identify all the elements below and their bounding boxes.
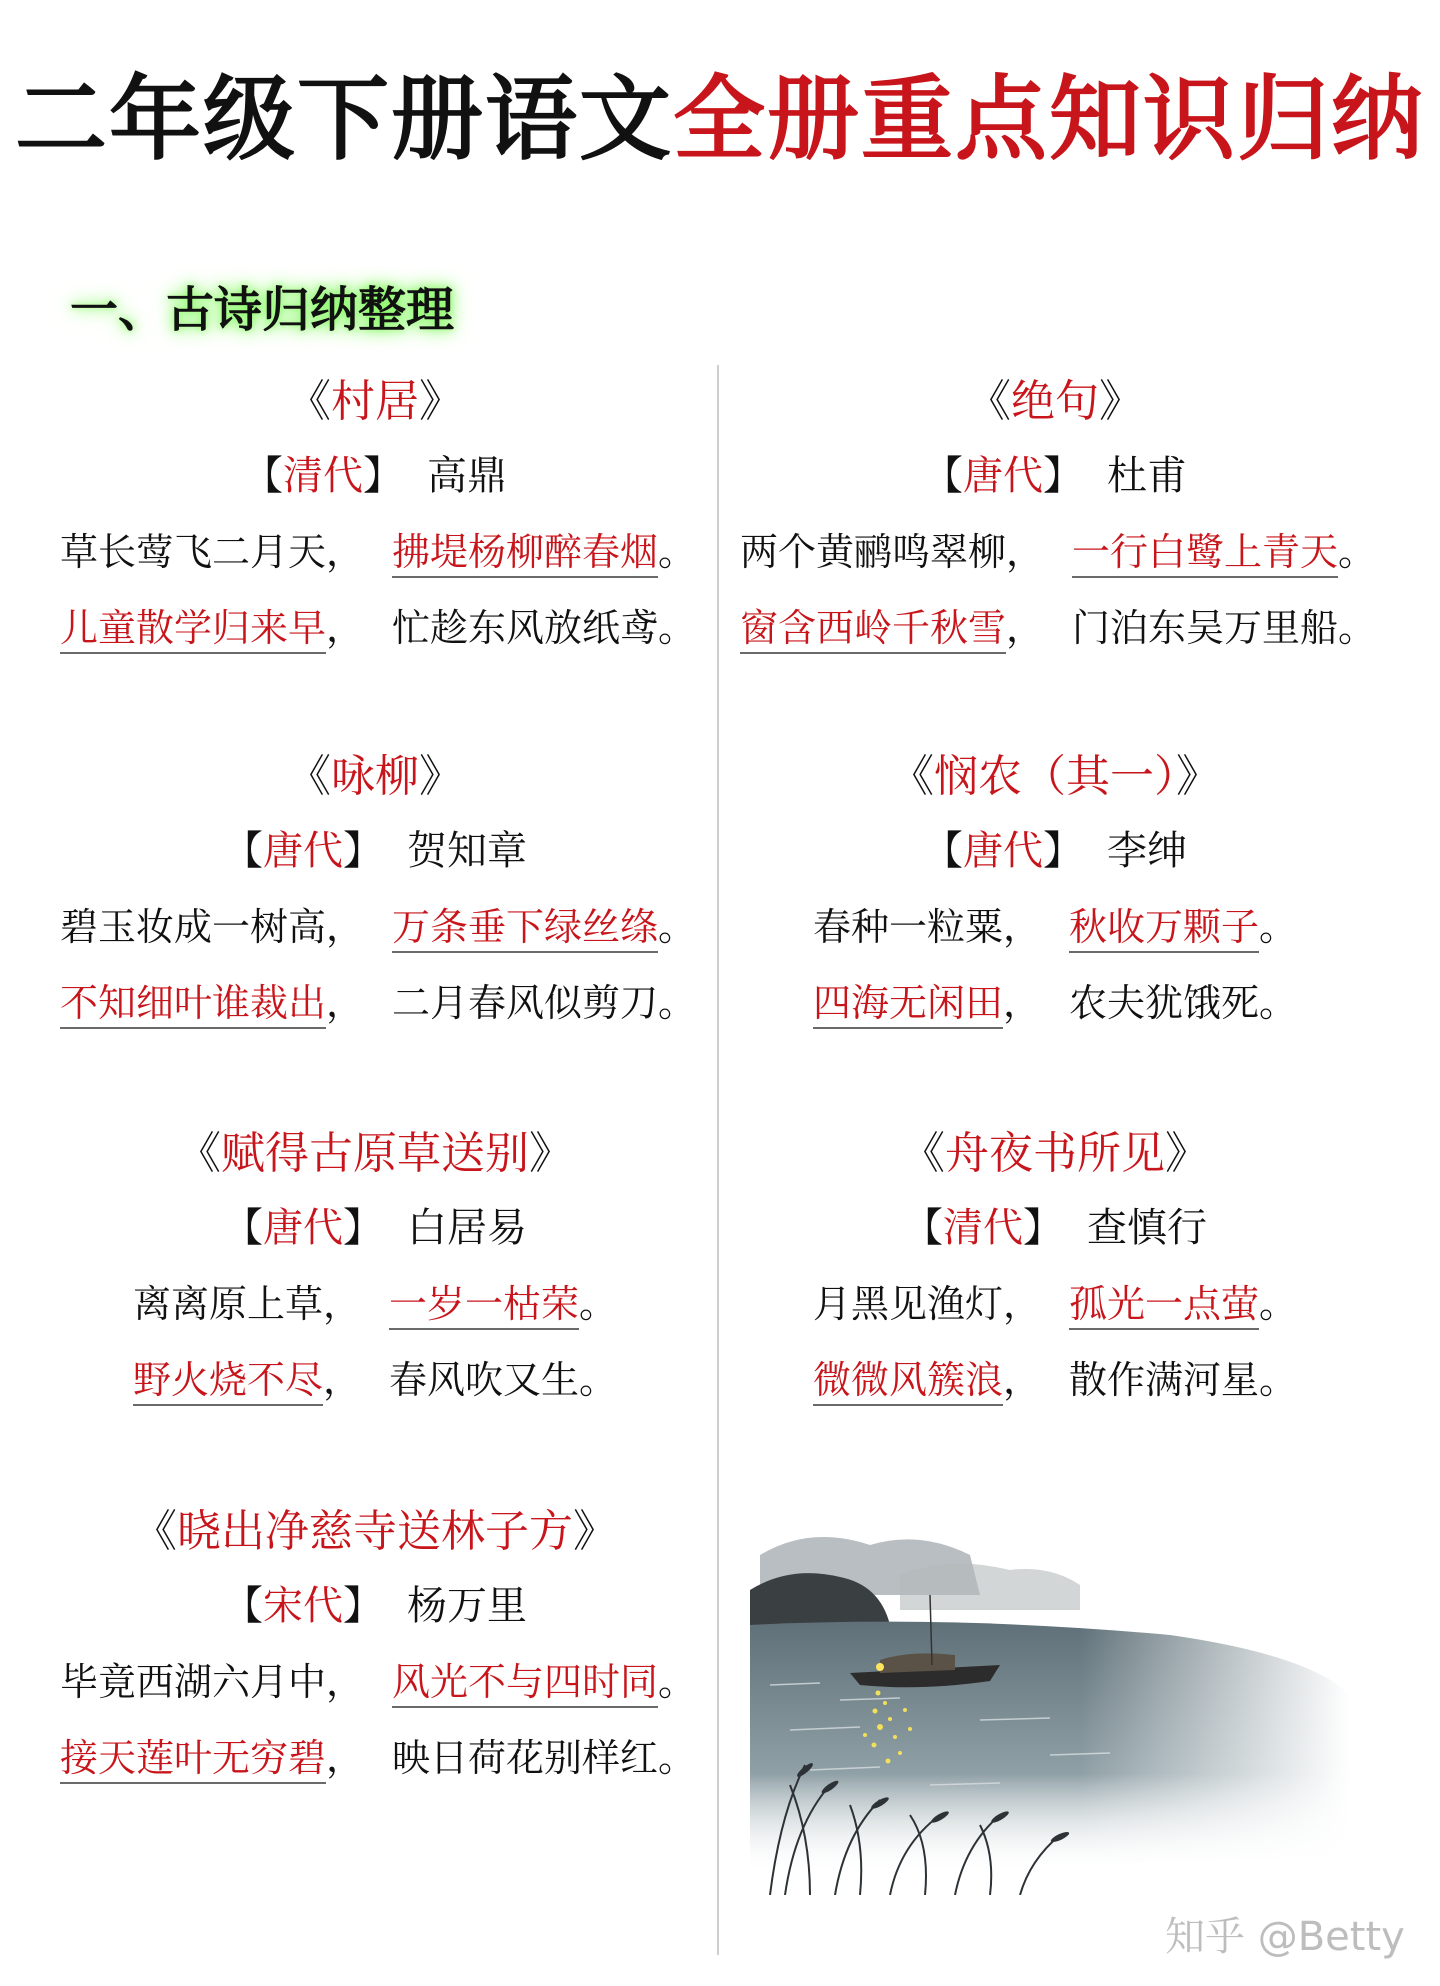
poem-line	[740, 895, 1370, 959]
poem-line-second: 二月春风似剪刀。	[392, 981, 697, 1025]
poem-line-second: 映日荷花别样红。	[392, 1736, 697, 1780]
poem-meta: 【唐代】 杜甫	[923, 453, 1187, 499]
poem-line-second: 农夫犹饿死。	[1069, 981, 1298, 1025]
poem-dynasty: 唐代	[263, 828, 343, 874]
poem-meta: 【唐代】 贺知章	[223, 828, 527, 874]
poem-line-highlight: 拂堤杨柳醉春烟	[392, 530, 658, 578]
poem-title-text: 绝句	[1011, 376, 1099, 427]
poem-card	[740, 370, 1377, 660]
poem-title: 《村居》	[287, 376, 463, 427]
poem-card	[740, 745, 1370, 1035]
poem-meta: 【清代】 高鼎	[243, 453, 507, 499]
poem-line	[60, 1650, 697, 1714]
poem-title-text: 咏柳	[331, 751, 419, 802]
poem-author: 查慎行	[1087, 1205, 1207, 1251]
poem-line-comma: ，	[322, 1358, 361, 1402]
poem-line-comma: ，	[1002, 1358, 1041, 1402]
poem-title-text: 晓出净慈寺送林子方	[177, 1506, 573, 1557]
poem-card	[60, 1122, 690, 1412]
column-divider	[717, 365, 719, 1955]
section-heading: 一、古诗归纳整理	[70, 282, 455, 338]
poem-line	[740, 971, 1370, 1035]
poem-line-highlight: 风光不与四时同	[392, 1660, 658, 1708]
poem-line	[60, 520, 697, 584]
poem-line	[60, 596, 697, 660]
poem-author: 高鼎	[427, 453, 507, 499]
poem-dynasty: 清代	[943, 1205, 1023, 1251]
page-title-red: 全册重点知识归纳	[673, 66, 1426, 173]
poem-line-highlight: 孤光一点萤	[1069, 1282, 1259, 1330]
poem-line-comma: ，	[326, 1736, 365, 1780]
poem-line-first: 毕竟西湖六月中，	[60, 1660, 365, 1704]
poem-line-highlight: 一岁一枯荣	[389, 1282, 579, 1330]
poem-line-second: 门泊东吴万里船。	[1072, 606, 1377, 650]
poem-line-second: 散作满河星。	[1069, 1358, 1298, 1402]
poem-title-text: 赋得古原草送别	[221, 1128, 529, 1179]
poem-line-first: 两个黄鹂鸣翠柳，	[740, 530, 1045, 574]
poem-title-text: 舟夜书所见	[945, 1128, 1165, 1179]
watermark: 知乎 @Betty	[1165, 1914, 1405, 1960]
poem-dynasty: 唐代	[963, 453, 1043, 499]
page-title	[0, 60, 1440, 180]
ink-painting-svg	[750, 1515, 1350, 1895]
poem-title: 《赋得古原草送别》	[177, 1128, 573, 1179]
poem-line-highlight: 儿童散学归来早	[60, 606, 326, 654]
poem-line-comma: ，	[1002, 981, 1041, 1025]
poem-meta: 【宋代】 杨万里	[223, 1583, 527, 1629]
poem-line-highlight: 万条垂下绿丝绦	[392, 905, 658, 953]
poem-line	[60, 895, 697, 959]
poem-title: 《绝句》	[967, 376, 1143, 427]
poem-line-first: 碧玉妆成一树高，	[60, 905, 365, 949]
poem-line-first: 草长莺飞二月天，	[60, 530, 365, 574]
poem-line-end: 。	[658, 530, 697, 574]
poem-line-comma: ，	[326, 981, 365, 1025]
poem-author: 白居易	[407, 1205, 527, 1251]
ink-painting-image	[750, 1515, 1350, 1895]
poem-line	[60, 971, 697, 1035]
poem-line	[740, 1272, 1370, 1336]
poem-line	[60, 1726, 697, 1790]
poem-line-end: 。	[1259, 1282, 1298, 1326]
poem-line-comma: ，	[326, 606, 365, 650]
poem-card	[60, 745, 697, 1035]
poem-line-end: 。	[658, 905, 697, 949]
poem-dynasty: 清代	[283, 453, 363, 499]
poem-title-text: 悯农（其一）	[934, 751, 1176, 802]
poem-line	[60, 1272, 690, 1336]
poem-line-end: 。	[1259, 905, 1298, 949]
poem-line	[740, 1348, 1370, 1412]
poem-line-highlight: 四海无闲田	[813, 981, 1003, 1029]
poem-title: 《咏柳》	[287, 751, 463, 802]
poem-meta: 【唐代】 白居易	[223, 1205, 527, 1251]
poem-line-highlight: 秋收万颗子	[1069, 905, 1259, 953]
poem-line-first: 离离原上草，	[132, 1282, 361, 1326]
poem-line-highlight: 一行白鹭上青天	[1072, 530, 1338, 578]
poem-dynasty: 唐代	[963, 828, 1043, 874]
poem-meta: 【唐代】 李绅	[923, 828, 1187, 874]
poem-dynasty: 唐代	[263, 1205, 343, 1251]
poem-line-highlight: 接天莲叶无穷碧	[60, 1736, 326, 1784]
poem-line-highlight: 野火烧不尽	[133, 1358, 323, 1406]
poem-author: 李绅	[1107, 828, 1187, 874]
poem-author: 杨万里	[407, 1583, 527, 1629]
poem-author: 杜甫	[1107, 453, 1187, 499]
poem-author: 贺知章	[407, 828, 527, 874]
poem-line-end: 。	[579, 1282, 618, 1326]
poem-line-end: 。	[1338, 530, 1377, 574]
poem-title: 《悯农（其一）》	[890, 751, 1220, 802]
poem-card	[60, 370, 697, 660]
poem-line-second: 忙趁东风放纸鸢。	[392, 606, 697, 650]
poem-line-highlight: 窗含西岭千秋雪	[740, 606, 1006, 654]
poem-line-first: 春种一粒粟，	[812, 905, 1041, 949]
poem-line-highlight: 微微风簇浪	[813, 1358, 1003, 1406]
poem-card	[740, 1122, 1370, 1412]
poem-line	[740, 520, 1377, 584]
poem-line-second: 春风吹又生。	[389, 1358, 618, 1402]
poem-line-comma: ，	[1006, 606, 1045, 650]
page-title-black: 二年级下册语文	[14, 66, 673, 173]
poem-meta: 【清代】 查慎行	[903, 1205, 1207, 1251]
poem-line-highlight: 不知细叶谁裁出	[60, 981, 326, 1029]
poem-title-text: 村居	[331, 376, 419, 427]
poem-line-first: 月黑见渔灯，	[812, 1282, 1041, 1326]
poem-line	[60, 1348, 690, 1412]
poem-line-end: 。	[658, 1660, 697, 1704]
poem-title: 《晓出净慈寺送林子方》	[133, 1506, 617, 1557]
poem-line	[740, 596, 1377, 660]
poem-card	[60, 1500, 697, 1790]
poem-dynasty: 宋代	[263, 1583, 343, 1629]
poem-title: 《舟夜书所见》	[901, 1128, 1209, 1179]
